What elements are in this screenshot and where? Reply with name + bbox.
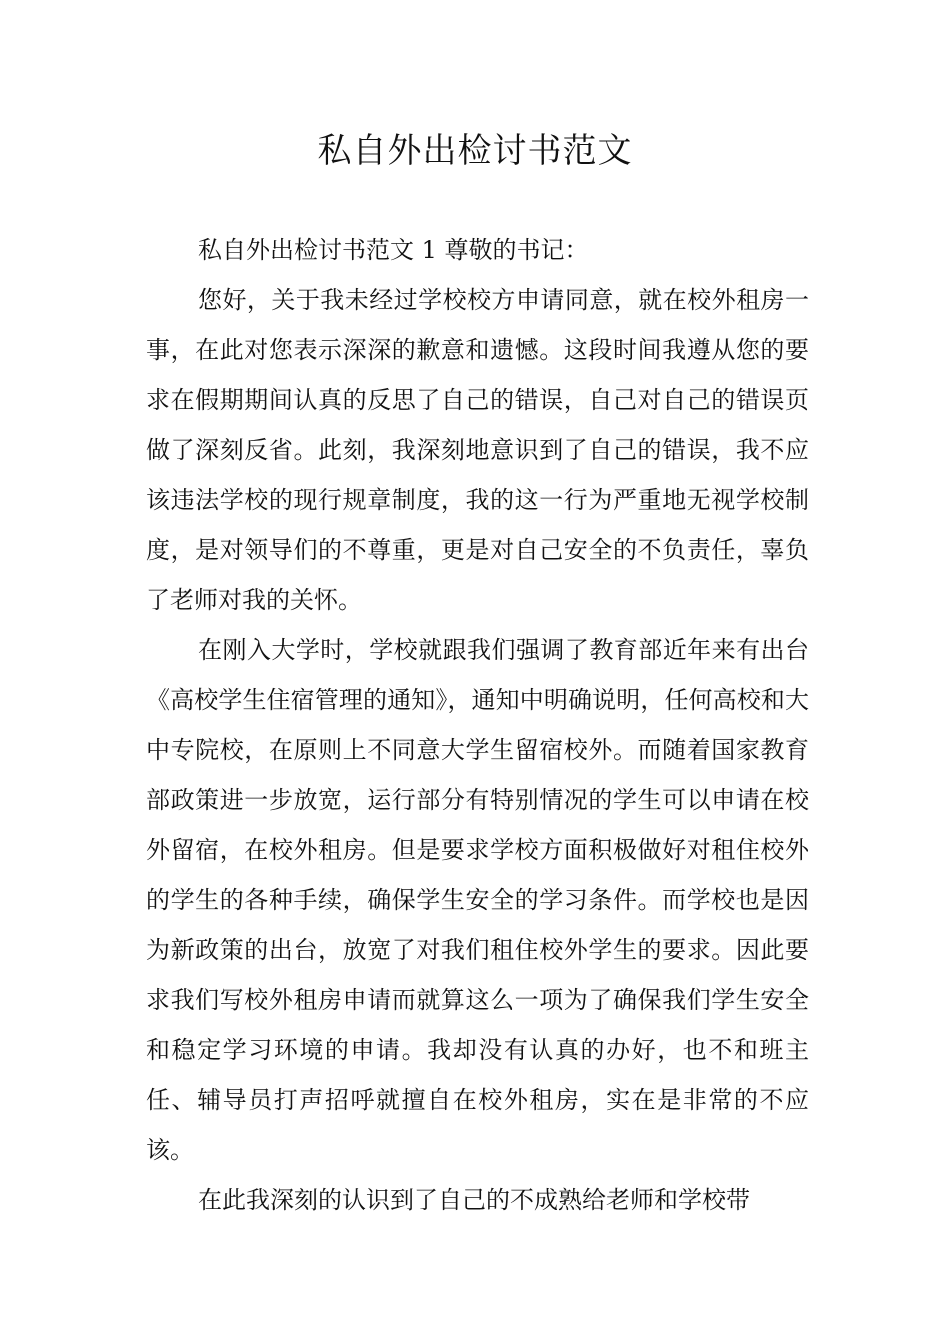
document-title: 私自外出检讨书范文 <box>317 131 633 171</box>
document-body <box>146 225 809 1225</box>
paragraph-salutation: 私自外出检讨书范文 1 尊敬的书记： <box>198 236 589 264</box>
paragraph-background: 在刚入大学时，学校就跟我们强调了教育部近年来有出台《高校学生住宿管理的通知》，通知中明确说明，任何高校和大中专院校，在原则上不同意大学生留宿校外。而随着国家教育部政策进一步放宽，运行部分有特别情况的学生可以申请在校外留宿，在校外租房。但是要求学校方面积极做好对租住校外的学生的各种手续，确保学生安全的学习条件。而学校也是因为新政策的出台，放宽了对我们租住校外学生的要求。因此要求我们写校外租房申请而就算这么一项为了确保我们学生安全和稳定学习环境的申请。我却没有认真的办好，也不和班主任、辅导员打声招呼就擅自在校外租房，实在是非常的不应该。 <box>146 636 809 1164</box>
paragraph-reflection: 在此我深刻的认识到了自己的不成熟给老师和学校带 <box>198 1186 750 1214</box>
paragraph-apology: 您好，关于我未经过学校校方申请同意，就在校外租房一事，在此对您表示深深的歉意和遗憾。这段时间我遵从您的要求在假期期间认真的反思了自己的错误，自己对自己的错误页做了深刻反省。此刻，我深刻地意识到了自己的错误，我不应该违法学校的现行规章制度，我的这一行为严重地无视学校制度，是对领导们的不尊重，更是对自己安全的不负责任，辜负了老师对我的关怀。 <box>146 286 809 614</box>
